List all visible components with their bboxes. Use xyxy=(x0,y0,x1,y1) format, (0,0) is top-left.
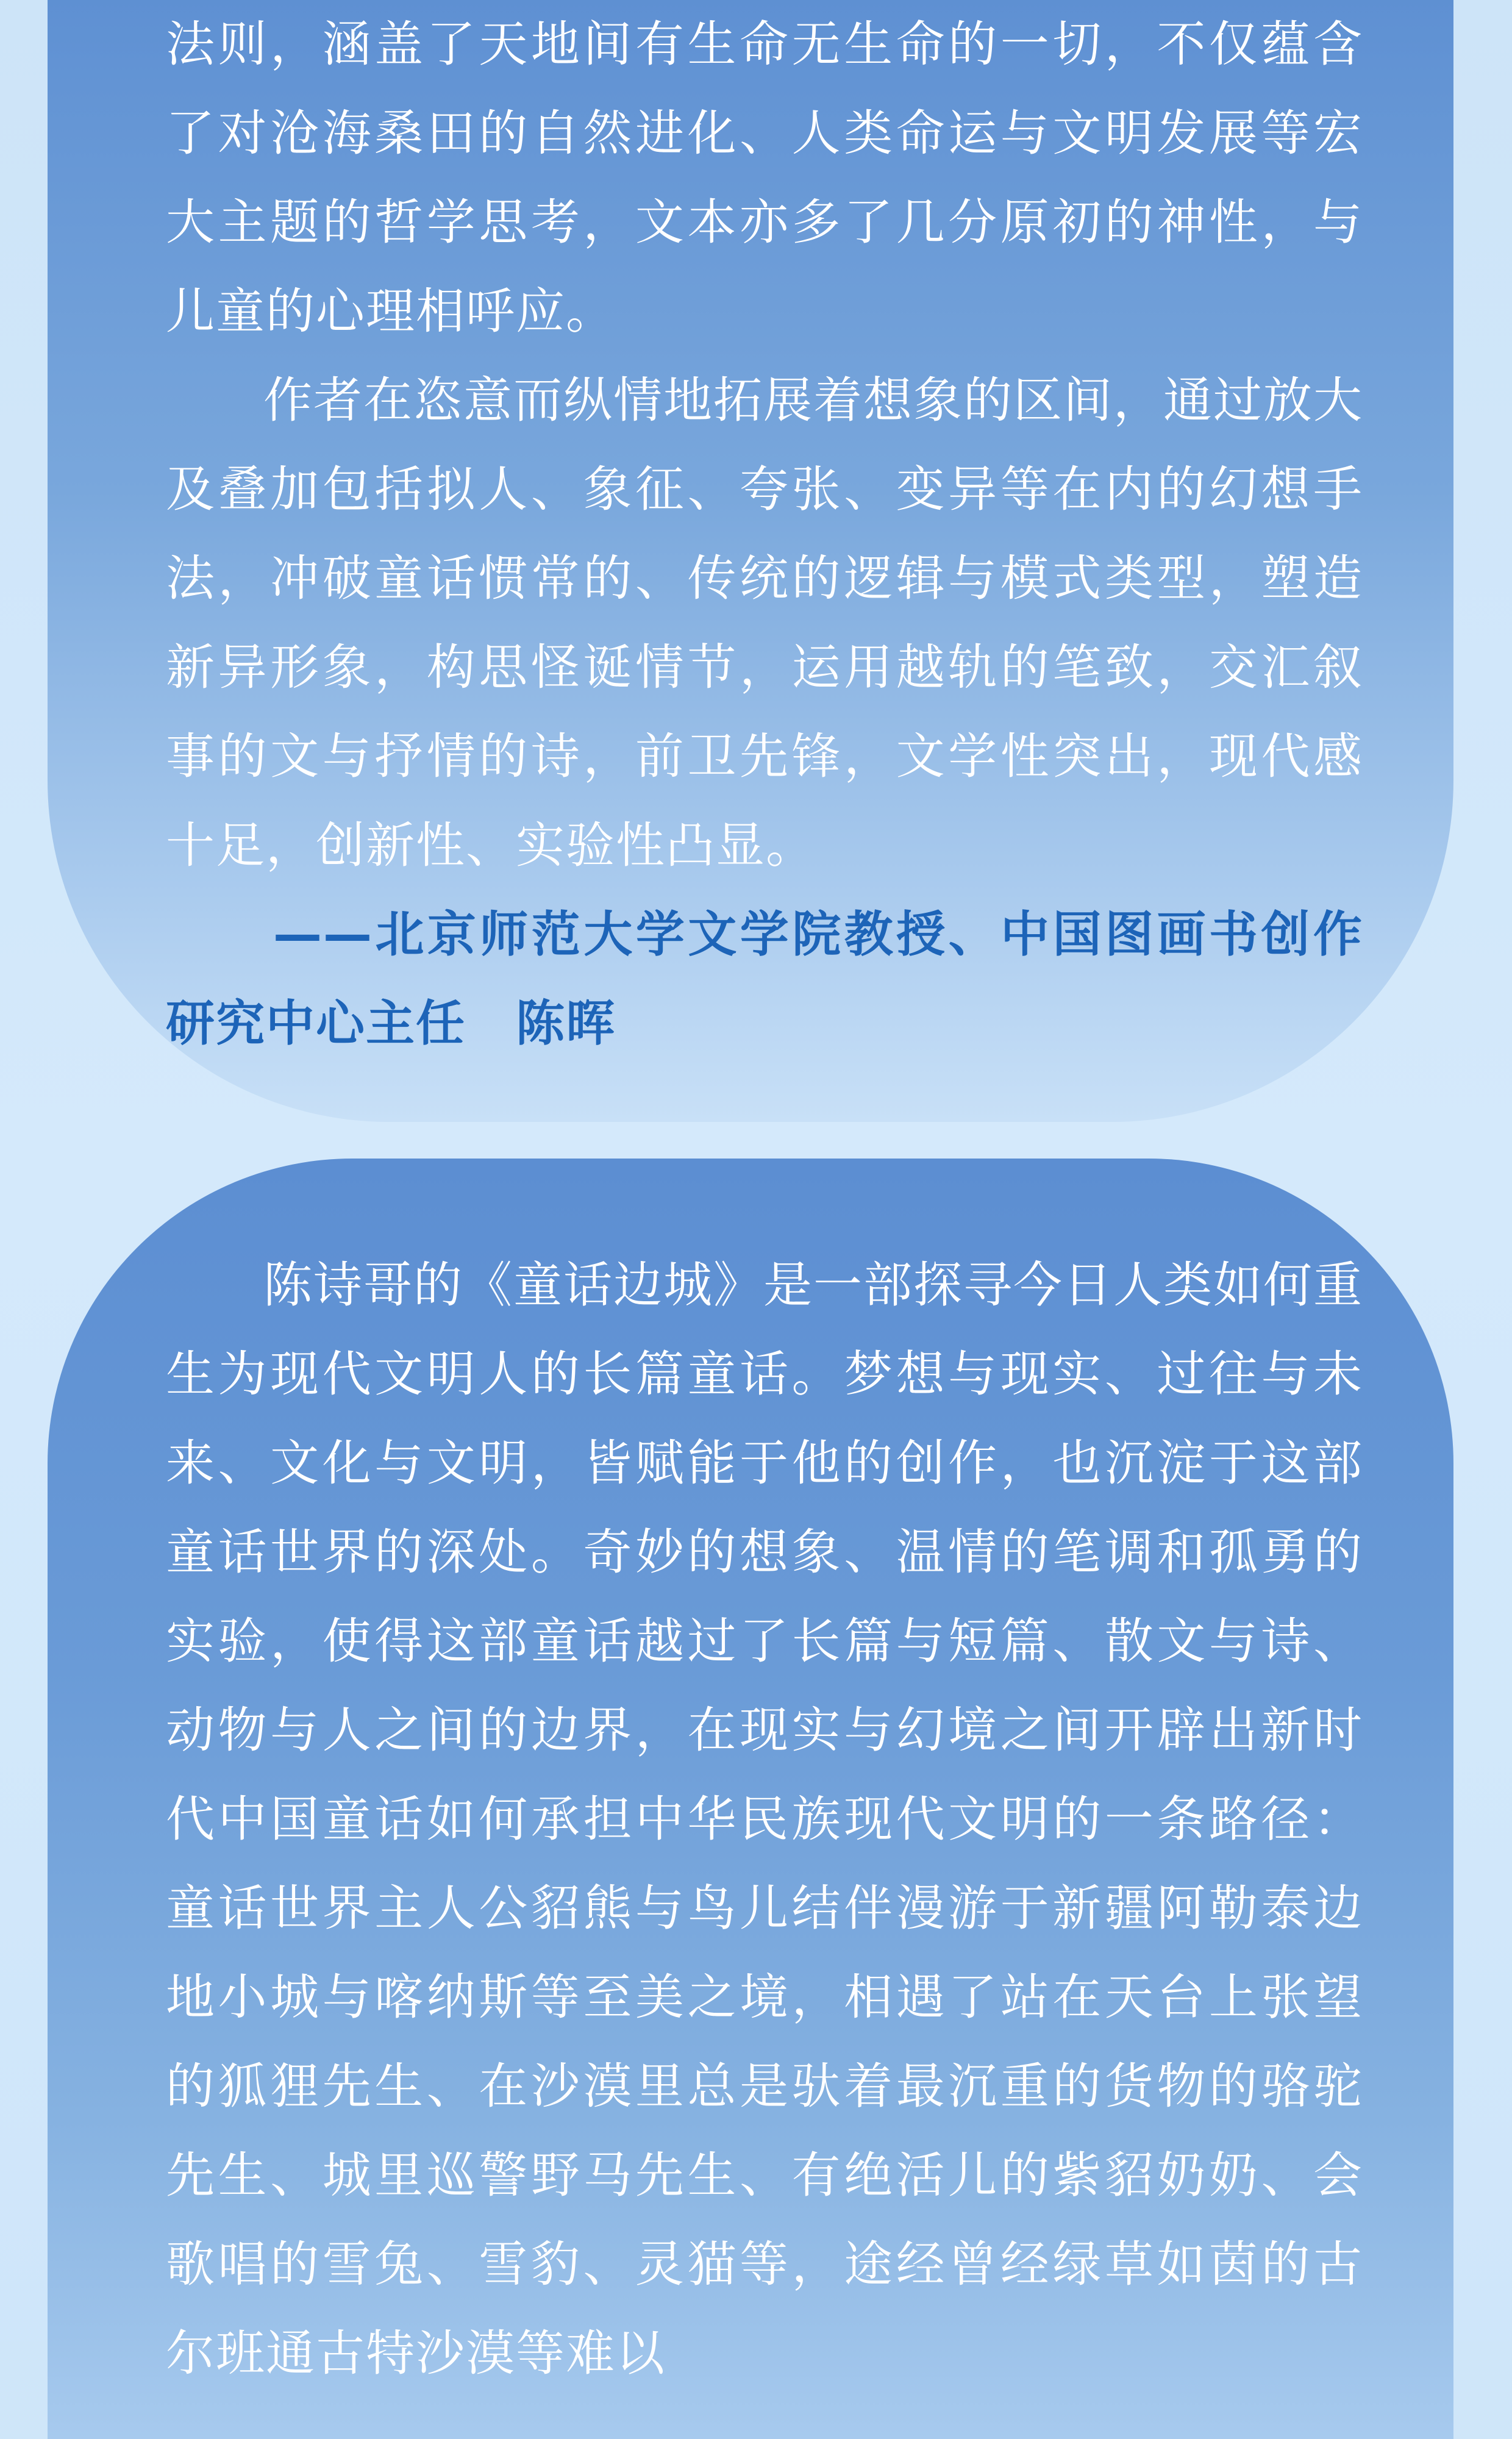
review-2-text xyxy=(166,1241,1363,2398)
review-1-paragraph-2: 作者在恣意而纵情地拓展着想象的区间，通过放大及叠加包括拟人、象征、夸张、变异等在内的幻想手法，冲破童话惯常的、传统的逻辑与模式类型，塑造新异形象，构思怪诞情节，运用越轨的笔致，交汇叙事的文与抒情的诗，前卫先锋，文学性突出，现代感十足，创新性、实验性凸显。 xyxy=(166,372,1363,874)
review-1-attribution: ——北京师范大学文学院教授、中国图画书创作研究中心主任 陈晖 xyxy=(166,906,1363,1052)
review-1-text xyxy=(166,0,1363,1068)
review-1-paragraph-1: 法则，涵盖了天地间有生命无生命的一切，不仅蕴含了对沧海桑田的自然进化、人类命运与文明发展等宏大主题的哲学思考，文本亦多了几分原初的神性，与儿童的心理相呼应。 xyxy=(166,16,1363,340)
review-2-paragraph-1: 陈诗哥的《童话边城》是一部探寻今日人类如何重生为现代文明人的长篇童话。梦想与现实、过往与未来、文化与文明，皆赋能于他的创作，也沉淀于这部童话世界的深处。奇妙的想象、温情的笔调和孤勇的实验，使得这部童话越过了长篇与短篇、散文与诗、动物与人之间的边界，在现实与幻境之间开辟出新时代中国童话如何承担中华民族现代文明的一条路径：童话世界主人公貂熊与鸟儿结伴漫游于新疆阿勒泰边地小城与喀纳斯等至美之境，相遇了站在天台上张望的狐狸先生、在沙漠里总是驮着最沉重的货物的骆驼先生、城里巡警野马先生、有绝活儿的紫貂奶奶、会歌唱的雪兔、雪豹、灵猫等，途经曾经绿草如茵的古尔班通古特沙漠等难以 xyxy=(166,1257,1363,2382)
